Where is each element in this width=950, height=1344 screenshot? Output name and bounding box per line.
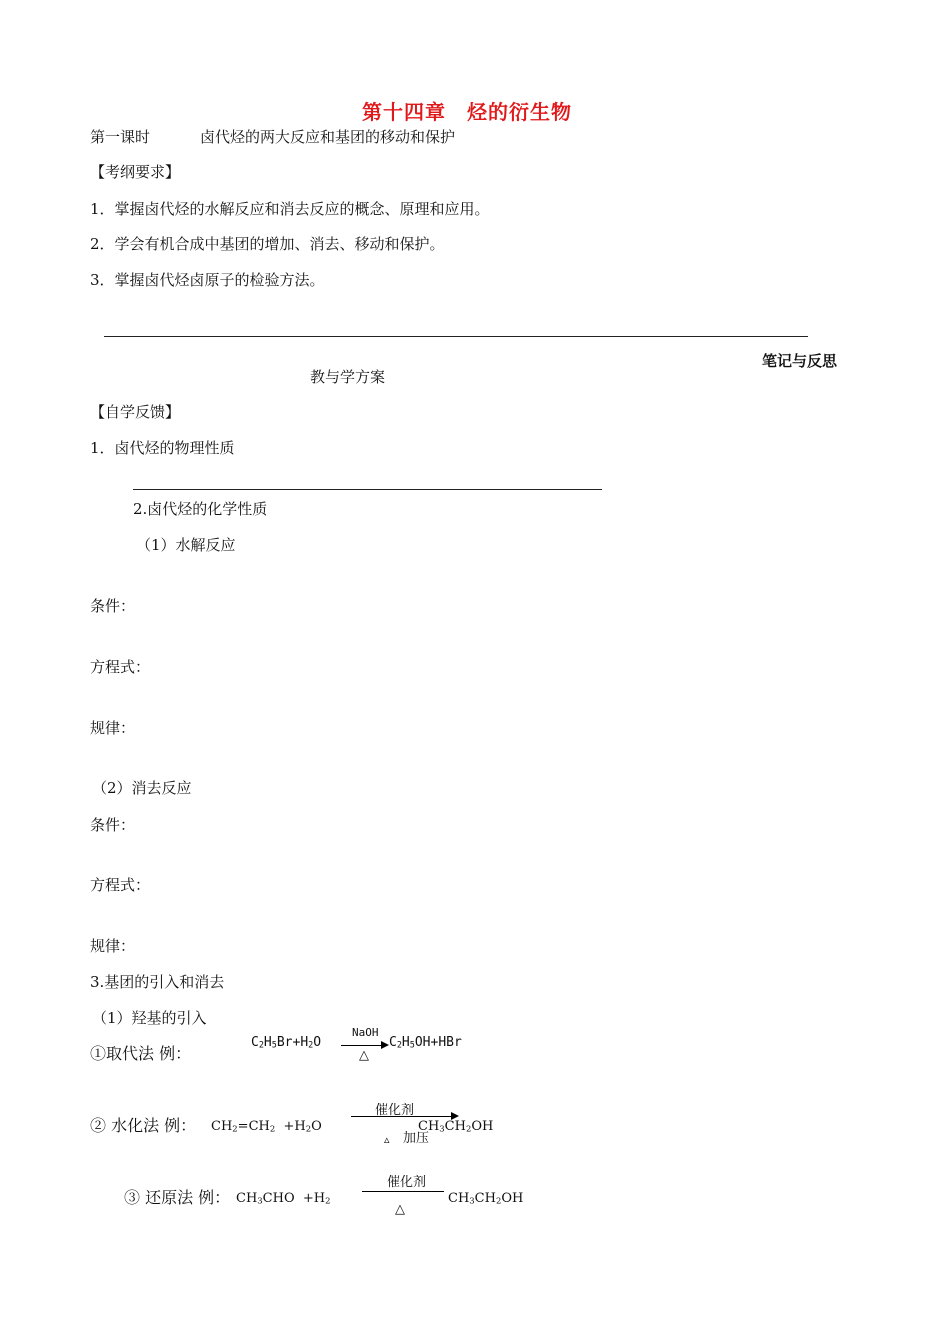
syllabus-item-2: 2．学会有机合成中基团的增加、消去、移动和保护。 [90, 235, 445, 253]
hydrolysis-condition: 条件： [90, 597, 136, 615]
hydration-pressure: 加压 [403, 1131, 430, 1146]
hydration-reactants: $CH_2=CH_2 +H_2O$ [211, 1119, 322, 1134]
section-divider [104, 336, 808, 337]
feedback-item-1: 1．卤代烃的物理性质 [90, 439, 235, 457]
answer-line [133, 489, 602, 490]
reduction-catalyst: 催化剂 [387, 1175, 427, 1190]
syllabus-heading: 【考纲要求】 [90, 163, 181, 181]
elimination-equation: 方程式： [90, 876, 151, 894]
hydration-arrow [351, 1116, 457, 1117]
hydration-products: $CH_3CH_2OH$ [418, 1119, 494, 1134]
substitution-reactants: $C_2H_5Br+H_2O$ [251, 1035, 322, 1050]
reduction-heat: △ [395, 1202, 405, 1217]
hydration-heat-mark: ▵ [384, 1133, 390, 1146]
substitution-label: ①取代法 例： [90, 1044, 192, 1063]
substitution-catalyst: NaOH [352, 1026, 379, 1039]
reduction-products: $CH_3CH_2OH$ [448, 1191, 524, 1206]
reduction-reactants: $CH_3CHO +H_2$ [236, 1191, 331, 1206]
hydrolysis-equation: 方程式： [90, 658, 151, 676]
hydration-label: ② 水化法 例： [90, 1116, 197, 1135]
plan-label: 教与学方案 [310, 368, 386, 386]
lesson-number: 第一课时 [90, 128, 151, 146]
hydrolysis-rule: 规律： [90, 719, 136, 737]
feedback-item-3: 3.基团的引入和消去 [90, 973, 225, 991]
hydroxyl-intro-heading: （1）羟基的引入 [92, 1009, 207, 1027]
elimination-heading: （2）消去反应 [92, 779, 192, 797]
substitution-products: $C_2H_5OH+HBr$ [389, 1035, 462, 1050]
substitution-arrow [341, 1045, 387, 1046]
notes-label: 笔记与反思 [762, 352, 838, 370]
reduction-label: ③ 还原法 例： [124, 1188, 231, 1207]
reduction-arrow [362, 1191, 444, 1192]
elimination-rule: 规律： [90, 937, 136, 955]
feedback-heading: 【自学反馈】 [90, 403, 181, 421]
feedback-item-2: 2.卤代烃的化学性质 [133, 500, 268, 518]
hydration-catalyst: 催化剂 [375, 1103, 415, 1118]
elimination-condition: 条件： [90, 816, 136, 834]
substitution-heat: △ [359, 1048, 369, 1063]
syllabus-item-3: 3．掌握卤代烃卤原子的检验方法。 [90, 271, 325, 289]
hydrolysis-heading: （1）水解反应 [136, 536, 236, 554]
syllabus-item-1: 1．掌握卤代烃的水解反应和消去反应的概念、原理和应用。 [90, 200, 490, 218]
lesson-topic: 卤代烃的两大反应和基团的移动和保护 [200, 128, 456, 146]
chapter-title: 第十四章 烃的衍生物 [362, 100, 572, 124]
